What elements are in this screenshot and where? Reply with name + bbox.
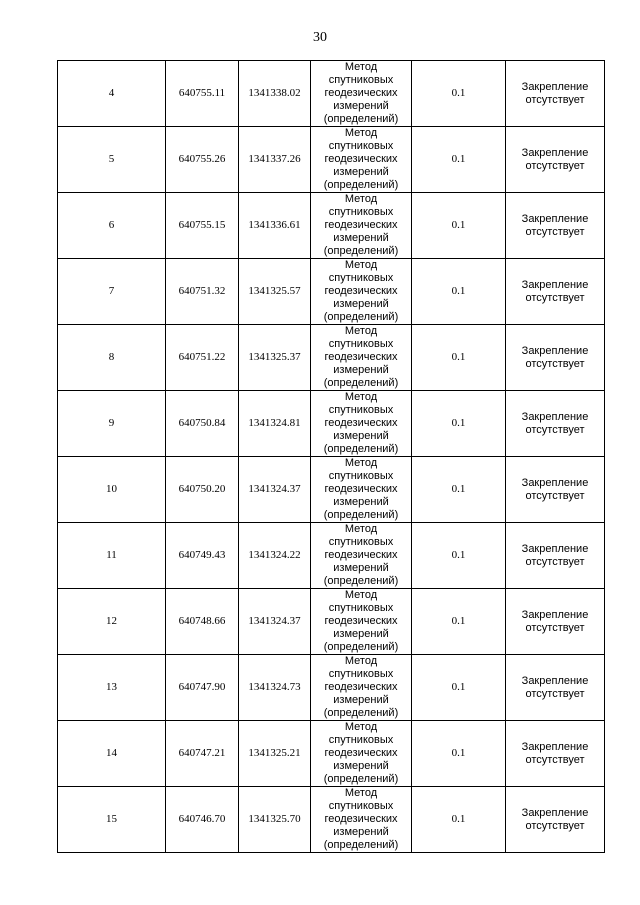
method-line: спутниковых <box>328 800 394 812</box>
accuracy-cell: 0.1 <box>412 523 506 589</box>
coordinates-table-body <box>58 61 605 853</box>
method-line: измерений <box>333 232 389 244</box>
x-coordinate-cell: 640755.11 <box>166 61 239 127</box>
marking-cell <box>506 523 605 589</box>
method-line: (определений) <box>323 311 399 323</box>
point-number-cell: 9 <box>58 391 166 457</box>
method-line: (определений) <box>323 773 399 785</box>
table-row <box>58 391 605 457</box>
table-row <box>58 589 605 655</box>
marking-line: отсутствует <box>525 753 585 766</box>
method-line: измерений <box>333 562 389 574</box>
method-cell <box>311 457 412 523</box>
marking-cell <box>506 457 605 523</box>
method-cell <box>311 589 412 655</box>
table-row <box>58 721 605 787</box>
method-cell <box>311 259 412 325</box>
method-line: геодезических <box>324 681 398 693</box>
marking-line: отсутствует <box>525 489 585 502</box>
marking-cell <box>506 259 605 325</box>
marking-line: Закрепление <box>521 212 589 225</box>
point-number-cell: 4 <box>58 61 166 127</box>
marking-line: Закрепление <box>521 410 589 423</box>
method-cell <box>311 61 412 127</box>
method-line: спутниковых <box>328 734 394 746</box>
x-coordinate-cell: 640747.90 <box>166 655 239 721</box>
method-line: Метод <box>344 391 378 403</box>
marking-cell <box>506 193 605 259</box>
method-line: геодезических <box>324 285 398 297</box>
method-cell <box>311 523 412 589</box>
method-line: Метод <box>344 61 378 73</box>
table-row <box>58 193 605 259</box>
point-number-cell: 13 <box>58 655 166 721</box>
x-coordinate-cell: 640750.84 <box>166 391 239 457</box>
marking-line: Закрепление <box>521 80 589 93</box>
x-coordinate-cell: 640751.22 <box>166 325 239 391</box>
method-line: спутниковых <box>328 470 394 482</box>
method-cell <box>311 721 412 787</box>
marking-line: отсутствует <box>525 423 585 436</box>
marking-cell <box>506 721 605 787</box>
marking-line: отсутствует <box>525 555 585 568</box>
method-line: спутниковых <box>328 404 394 416</box>
method-line: геодезических <box>324 615 398 627</box>
point-number-cell: 12 <box>58 589 166 655</box>
method-line: спутниковых <box>328 74 394 86</box>
accuracy-cell: 0.1 <box>412 325 506 391</box>
x-coordinate-cell: 640750.20 <box>166 457 239 523</box>
table-row <box>58 523 605 589</box>
method-line: спутниковых <box>328 206 394 218</box>
method-line: Метод <box>344 787 378 799</box>
method-line: спутниковых <box>328 338 394 350</box>
method-line: (определений) <box>323 179 399 191</box>
method-line: геодезических <box>324 747 398 759</box>
point-number-cell: 8 <box>58 325 166 391</box>
y-coordinate-cell: 1341325.37 <box>239 325 311 391</box>
method-line: Метод <box>344 259 378 271</box>
accuracy-cell: 0.1 <box>412 589 506 655</box>
method-line: Метод <box>344 655 378 667</box>
marking-cell <box>506 325 605 391</box>
method-line: геодезических <box>324 351 398 363</box>
method-line: Метод <box>344 589 378 601</box>
method-line: геодезических <box>324 549 398 561</box>
method-line: (определений) <box>323 641 399 653</box>
method-line: Метод <box>344 523 378 535</box>
point-number-cell: 14 <box>58 721 166 787</box>
method-line: Метод <box>344 325 378 337</box>
method-line: спутниковых <box>328 140 394 152</box>
y-coordinate-cell: 1341324.22 <box>239 523 311 589</box>
y-coordinate-cell: 1341337.26 <box>239 127 311 193</box>
method-line: (определений) <box>323 509 399 521</box>
marking-line: отсутствует <box>525 819 585 832</box>
method-line: (определений) <box>323 245 399 257</box>
marking-cell <box>506 655 605 721</box>
method-cell <box>311 193 412 259</box>
marking-line: Закрепление <box>521 278 589 291</box>
marking-line: Закрепление <box>521 608 589 621</box>
accuracy-cell: 0.1 <box>412 259 506 325</box>
method-line: (определений) <box>323 575 399 587</box>
method-line: измерений <box>333 694 389 706</box>
marking-cell <box>506 61 605 127</box>
method-line: спутниковых <box>328 668 394 680</box>
marking-line: Закрепление <box>521 476 589 489</box>
accuracy-cell: 0.1 <box>412 787 506 853</box>
marking-line: Закрепление <box>521 740 589 753</box>
y-coordinate-cell: 1341324.73 <box>239 655 311 721</box>
table-row <box>58 325 605 391</box>
method-line: измерений <box>333 100 389 112</box>
method-line: измерений <box>333 364 389 376</box>
method-line: Метод <box>344 193 378 205</box>
y-coordinate-cell: 1341336.61 <box>239 193 311 259</box>
marking-cell <box>506 787 605 853</box>
method-line: спутниковых <box>328 536 394 548</box>
marking-line: отсутствует <box>525 291 585 304</box>
method-line: геодезических <box>324 87 398 99</box>
point-number-cell: 6 <box>58 193 166 259</box>
table-row <box>58 61 605 127</box>
method-line: спутниковых <box>328 602 394 614</box>
marking-line: отсутствует <box>525 357 585 370</box>
accuracy-cell: 0.1 <box>412 655 506 721</box>
accuracy-cell: 0.1 <box>412 391 506 457</box>
y-coordinate-cell: 1341324.37 <box>239 589 311 655</box>
method-line: (определений) <box>323 113 399 125</box>
method-cell <box>311 325 412 391</box>
y-coordinate-cell: 1341325.70 <box>239 787 311 853</box>
accuracy-cell: 0.1 <box>412 61 506 127</box>
marking-line: Закрепление <box>521 344 589 357</box>
method-line: Метод <box>344 457 378 469</box>
method-line: геодезических <box>324 219 398 231</box>
x-coordinate-cell: 640748.66 <box>166 589 239 655</box>
marking-line: отсутствует <box>525 159 585 172</box>
x-coordinate-cell: 640746.70 <box>166 787 239 853</box>
method-line: измерений <box>333 760 389 772</box>
accuracy-cell: 0.1 <box>412 193 506 259</box>
x-coordinate-cell: 640755.15 <box>166 193 239 259</box>
method-line: (определений) <box>323 839 399 851</box>
y-coordinate-cell: 1341325.21 <box>239 721 311 787</box>
marking-line: Закрепление <box>521 542 589 555</box>
x-coordinate-cell: 640755.26 <box>166 127 239 193</box>
method-line: геодезических <box>324 483 398 495</box>
point-number-cell: 15 <box>58 787 166 853</box>
table-row <box>58 655 605 721</box>
method-line: геодезических <box>324 417 398 429</box>
method-line: измерений <box>333 826 389 838</box>
table-row <box>58 259 605 325</box>
method-line: спутниковых <box>328 272 394 284</box>
point-number-cell: 5 <box>58 127 166 193</box>
method-line: Метод <box>344 721 378 733</box>
method-line: геодезических <box>324 153 398 165</box>
marking-line: отсутствует <box>525 621 585 634</box>
method-line: (определений) <box>323 707 399 719</box>
y-coordinate-cell: 1341324.81 <box>239 391 311 457</box>
point-number-cell: 10 <box>58 457 166 523</box>
coordinates-table <box>57 60 605 853</box>
method-line: (определений) <box>323 443 399 455</box>
method-line: Метод <box>344 127 378 139</box>
marking-line: Закрепление <box>521 146 589 159</box>
marking-line: отсутствует <box>525 93 585 106</box>
method-line: измерений <box>333 166 389 178</box>
marking-line: отсутствует <box>525 225 585 238</box>
accuracy-cell: 0.1 <box>412 721 506 787</box>
method-line: измерений <box>333 496 389 508</box>
method-line: измерений <box>333 430 389 442</box>
table-row <box>58 127 605 193</box>
x-coordinate-cell: 640751.32 <box>166 259 239 325</box>
accuracy-cell: 0.1 <box>412 127 506 193</box>
point-number-cell: 7 <box>58 259 166 325</box>
y-coordinate-cell: 1341325.57 <box>239 259 311 325</box>
y-coordinate-cell: 1341338.02 <box>239 61 311 127</box>
x-coordinate-cell: 640749.43 <box>166 523 239 589</box>
marking-line: Закрепление <box>521 674 589 687</box>
point-number-cell: 11 <box>58 523 166 589</box>
x-coordinate-cell: 640747.21 <box>166 721 239 787</box>
marking-cell <box>506 391 605 457</box>
method-cell <box>311 391 412 457</box>
table-row <box>58 457 605 523</box>
page-number: 30 <box>313 30 327 45</box>
marking-cell <box>506 127 605 193</box>
method-line: измерений <box>333 298 389 310</box>
marking-line: отсутствует <box>525 687 585 700</box>
marking-line: Закрепление <box>521 806 589 819</box>
method-cell <box>311 787 412 853</box>
accuracy-cell: 0.1 <box>412 457 506 523</box>
method-cell <box>311 655 412 721</box>
method-line: измерений <box>333 628 389 640</box>
table-row <box>58 787 605 853</box>
y-coordinate-cell: 1341324.37 <box>239 457 311 523</box>
marking-cell <box>506 589 605 655</box>
method-line: (определений) <box>323 377 399 389</box>
method-cell <box>311 127 412 193</box>
method-line: геодезических <box>324 813 398 825</box>
